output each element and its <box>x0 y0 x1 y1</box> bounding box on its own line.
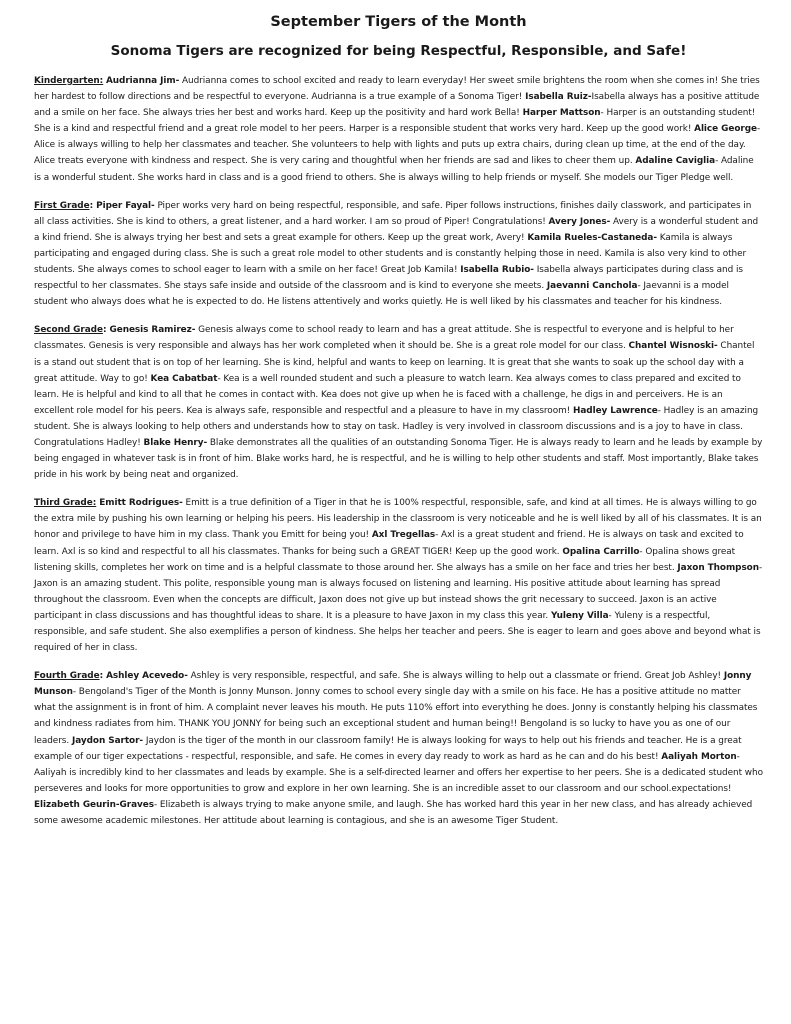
student-description: Ashley is very responsible, respectful, and safe. She is always willing to help out a classmate or friend. Great Job Ashley! <box>187 671 724 682</box>
section-kindergarten <box>34 73 763 186</box>
student-description: Chantel is a stand out student that is on top of her learning. She is kind, helpful and wants to keep on learning. It is great that she wants to soak up the school day with a great attitude. Way to go! <box>34 341 755 384</box>
student-name: Axl Tregellas <box>371 530 436 541</box>
student-name: Opalina Carrillo <box>562 546 640 557</box>
student-name: Chantel Wisnoski- <box>628 341 718 352</box>
student-description: - Jaevanni is a model student who always does what he is expected to do. He listens attentively and works quietly. He is well liked by his classmates and teacher for his kindness. <box>34 281 729 308</box>
student-description: Isabella always participates during class and is respectful to her classmates. She stays safe inside and outside of the classroom and is kind to everyone she meets. <box>34 265 743 292</box>
student-name: Jaevanni Canchola <box>546 281 638 292</box>
student-description: Piper works very hard on being respectful, responsible, and safe. Piper follows instructions, finishes daily classwork, and participates in all class activities. She is kind to others, a great listener, and a hard worker. I am so proud of Piper! Congratulations! <box>34 200 752 227</box>
student-name: Kamila Rueles-Castaneda- <box>527 232 657 243</box>
student-name: Hadley Lawrence <box>572 405 658 416</box>
student-name: : Genesis Ramirez- <box>102 325 196 336</box>
student-description: - Jaxon is an amazing student. This polite, responsible young man is always focused on listening and learning. His positive attitude about learning has spread throughout the classroom. Even when the concepts are difficult, Jaxon does not give up but instead shows the grit necessary to succeed. Jaxon is an active participant in class discussions and has thoughtful ideas to share. It is a pleasure to have Jaxon in my class this year. <box>34 562 763 621</box>
section-heading: Second Grade <box>34 325 103 336</box>
section-second-grade <box>34 322 763 483</box>
student-description: - Opalina shows great listening skills, completes her work on time and is a helpful classmate to those around her. She always has a smile on her face and tries her best. <box>34 546 736 573</box>
student-name: : Ashley Acevedo- <box>99 671 188 682</box>
student-description: Audrianna comes to school excited and ready to learn everyday! Her sweet smile brightens the room when she comes in! She tries her hardest to follow directions and be respectful to everyone. Audrianna is a true example of a Sonoma Tiger! <box>34 76 760 103</box>
student-description: - Elizabeth is always trying to make anyone smile, and laugh. She has worked hard this year in her new class, and has already achieved some awesome academic milestones. Her attitude about learning is contagious, and she is an awesome Tiger Student. <box>34 799 753 827</box>
section-fourth-grade <box>34 668 763 829</box>
student-description: - Axl is a great student and friend. He is always on task and excited to learn. Axl is so kind and respectful to all his classmates. Thanks for being such a GREAT TIGER! Keep up the good work. <box>34 530 744 557</box>
student-name: Kea Cabatbat <box>150 373 218 384</box>
student-description: Jaydon is the tiger of the month in our classroom family! He is always looking for ways to help out his friends and teacher. He is a great example of our tiger expectations - respectful, responsible, and safe. He comes in every day ready to work as hard as he can and do his best! <box>34 735 742 762</box>
student-name: Emitt Rodrigues- <box>96 498 183 509</box>
student-description: - Bengoland's Tiger of the Month is Jonny Munson. Jonny comes to school every single day with a smile on his face. He has a positive attitude no matter what the assignment is in front of him. A complaint never leaves his mouth. He puts 110% effort into everything he does. Jonny is constantly helping his classmates and kindness radiates from him. THANK YOU JONNY for being such an exceptional student and human being!! Bengoland is so lucky to have you as one of our leaders. <box>34 687 758 746</box>
student-name: Jaydon Sartor- <box>71 735 144 746</box>
section-heading: Third Grade: <box>34 498 97 509</box>
student-name: Harper Mattson <box>522 108 601 119</box>
student-name: Adaline Caviglia <box>635 156 716 167</box>
student-name: Audrianna Jim- <box>105 76 180 86</box>
student-name: Jonny Munson <box>34 671 752 698</box>
section-first-grade <box>34 198 763 311</box>
student-name: Elizabeth Geurin-Graves <box>34 799 154 810</box>
page-title: September Tigers of the Month <box>270 14 527 30</box>
student-name: : Piper Fayal- <box>89 200 155 211</box>
student-description: -Aaliyah is incredibly kind to her classmates and leads by example. She is a self-directed learner and offers her expertise to her peers. She is a dedicated student who perseveres and looks for more opportunities to grow and explore in her own learning. She is an incredible asset to our classroom and our school.expectations! <box>34 751 763 794</box>
student-description: - Hadley is an amazing student. She is always looking to help others and understands how to stay on task. Hadley is very involved in classroom discussions and is a joy to have in class. Congratulations Hadley! <box>34 405 759 448</box>
section-heading: Kindergarten: <box>34 76 104 86</box>
student-description: Isabella always has a positive attitude and a smile on her face. She always tries her best and works hard. Keep up the positivity and hard work Bella! <box>34 92 760 119</box>
student-description: Blake demonstrates all the qualities of an outstanding Sonoma Tiger. He is always ready to learn and he leads by example by being engaged in whatever task is in front of him. Blake works hard, he is respectful, and he is willing to help other students and staff. Most importantly, Blake takes pride in his work by being neat and organized. <box>34 437 763 481</box>
student-name: Avery Jones- <box>548 216 611 227</box>
student-name: Yuleny Villa <box>550 610 609 621</box>
student-description: - Yuleny is a respectful, responsible, and safe student. She also exemplifies a person of kindness. She helps her teacher and peers. She is eager to learn and goes above and beyond what is required of her in class. <box>34 610 761 654</box>
section-third-grade <box>34 495 763 656</box>
student-description: - Harper is an outstanding student! She is a kind and respectful friend and a great role model to her peers. Harper is a responsible student that works very hard. Keep up the good work! <box>34 108 756 135</box>
student-name: Isabella Ruiz- <box>525 92 592 103</box>
student-description: Avery is a wonderful student and a kind friend. She is always trying her best and sets a great example for others. Keep up the great work, Avery! <box>34 216 759 243</box>
student-name: Blake Henry- <box>143 437 208 448</box>
section-heading: First Grade <box>34 200 90 211</box>
student-name: Aaliyah Morton <box>661 751 737 762</box>
student-description: - Kea is a well rounded student and such a pleasure to watch learn. Kea always comes to class prepared and excited to learn. He is helpful and kind to all that he comes in contact with. Kea does not give up when he is faced with a challenge, he digs in and perceivers. He is an excellent role model for his peers. Kea is always safe, responsible and respectful and a pleasure to have in my classroom! <box>34 373 741 416</box>
student-description: - Alice is always willing to help her classmates and teacher. She volunteers to help with lights and puts up extra chairs, during clean up time, at the end of the day. Alice treats everyone with kindness and respect. She is very caring and thoughtful when her friends are sad and likes to cheer them up. <box>34 124 761 167</box>
student-name: Alice George <box>694 124 757 135</box>
section-heading: Fourth Grade <box>34 671 100 682</box>
student-name: Jaxon Thompson <box>677 562 759 573</box>
student-name: Isabella Rubio- <box>460 265 534 276</box>
student-description: Genesis always come to school ready to learn and has a great attitude. She is respectful to everyone and is helpful to her classmates. Genesis is very responsible and always has her work completed when it should be. She is a great role model for our class. <box>34 325 734 352</box>
student-description: - Adaline is a wonderful student. She works hard in class and is a good friend to others. She is always willing to help friends or myself. She models our Tiger Pledge well. <box>34 156 754 183</box>
student-description: Kamila is always participating and engaged during class. She is such a great role model to other students and is constantly helping those in need. Kamila is also very kind to other students. She always comes to school eager to learn with a smile on her face! Great Job Kamila! <box>34 232 747 276</box>
student-description: Emitt is a true definition of a Tiger in that he is 100% respectful, responsible, safe, and kind at all times. He is always willing to go the extra mile by pushing his own learning or helping his peers. His leadership in the classroom is very noticeable and he is well liked by all of his classmates. It is an honor and privilege to have him in my class. Thank you Emitt for being you! <box>34 498 762 541</box>
page-subtitle: Sonoma Tigers are recognized for being Respectful, Responsible, and Safe! <box>110 43 687 59</box>
